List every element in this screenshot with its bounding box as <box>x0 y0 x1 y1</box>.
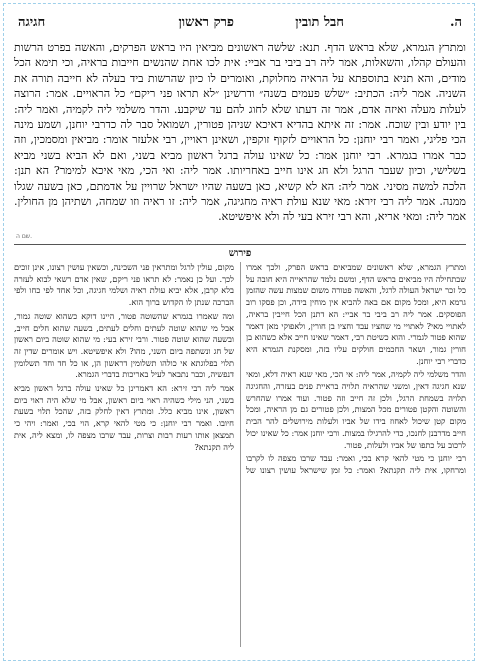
commentary-columns <box>14 262 466 647</box>
commentary-paragraph: ומתרץ הגמרא, שלא ראשונים שמביאים בראש הפרק, ולכך אמרו שבתחילה היו מביאים בראש הדף, ומשם נלמד שהראייה היא חובה על כל זכר ישראל העולה לרגל, והאשה פטורה משום שמצות עשה שהזמן גרמא היא, ומכל מקום אם באה להביא אין מוחין בידה, וכן פסקו רוב הפוסקים. אמר ליה רב ביבי בר אביי: הא דתנן הכל חייבין בראיה, לאתויי מאי? לאתויי מי שחציו עבד וחציו בן חורין, ולאפוקי מאן דאמר שהוא פטור לגמרי. והוא כשיטת רבי, דאמר שאינו חייב אלא כשהוא בן חורין גמור, ושאר החכמים חולקים עליו בזה, ומסקנת הגמרא היא כדברי רבי יוחנן. <box>246 262 466 366</box>
divider <box>14 244 466 245</box>
chapter-name: פרק ראשון <box>178 15 234 30</box>
commentary-title: פירוש <box>228 248 252 259</box>
commentary-paragraph: והדר משלמי ליה לקמיה, אמר ליה: אי הכי, מאי שנא ראיה דלא, ומאי שנא חגיגה דאין, ומשני שהראיה תלויה בראיית פנים בעזרה, והחגיגה תלויה בשמחת הרגל, ולכן זה חייב וזה פטור. ועוד אמרו שהחרש והשוטה והקטן פטורים מכל המצות, ולכן פטורים גם מן הראיה, ומכל מקום קטן שיכול לאחוז בידו של אביו ולעלות מירושלים להר הבית חייב מדרבנן לחנכו, כדי להרגילו במצות. ורבי יוחנן אמר: כל שאינו יכול לרכוב על כתפו של אביו ולעלות, פטור. <box>246 369 466 450</box>
footnote-marker: שם ה. <box>16 233 32 240</box>
mishnah-name: חגיגה <box>18 15 46 30</box>
tractate-name: חבל תובין <box>295 15 344 30</box>
commentary-paragraph: אמר ליה רבי זירא: הא דאמרינן כל שאינו עולה ברגל ראשון מביא בשני, הני מילי כשהיה ראוי ביום ראשון, אבל מי שלא היה ראוי ביום ראשון, אינו מביא כלל. ומתרץ דאין לחלק בזה, שהכל תלוי בשעת חיובו. ואמר רבי יוחנן: כי מטי להאי קרא, הוי בכי, ואמר: ויהי כי תמצאן אותו רעות רבות וצרות, עבד שרבו מצפה לו, ומצא ליה, אית ליה תקנתא? <box>14 383 234 452</box>
page-header <box>18 14 462 36</box>
commentary-paragraph: רבי יוחנן כי מטי להאי קרא בכי, ואמר: עבד שרבו מצפה לו לקרבו ומרחקו, אית ליה תקנתא? ואמר: כל זמן שישראל עושין רצונו של מקום, עולין לרגל ומתראין פני השכינה, וכשאין עושין רצונו, אינן זוכים לכך. ועל כן נאמר: לא תראו פני ריקם, שאין אדם רשאי לבוא לעזרה בלא קרבן, אלא יביא עולת ראיה ושלמי חגיגה, וכל אחד לפי כחו ולפי הברכה שנתן לו הקדוש ברוך הוא. <box>14 262 466 475</box>
commentary-paragraph: ומה שאמרו בגמרא שהשוטה פטור, היינו דוקא כשהוא שוטה גמור, אבל מי שהוא שוטה לעתים וחלים לעתים, בשעה שהוא חלים חייב, ובשעה שהוא שוטה פטור. ורבי זירא בעי: מי שהוא שוטה ביום ראשון של חג ונשתפה ביום השני, מהו? ולא איפשיטא. ויש אומרים שדין זה תלוי בפלוגתא אי כולהו תשלומין דראשון הן, או כל חד וחד תשלומין דנפשיה, וכבר נתבאר לעיל באריכות בדברי הגמרא. <box>14 310 234 380</box>
main-text: ומתרץ הגמרא, שלא בראש הדף. תנא: שלשה ראשונים מביאין היו בראש הפרקים, והאשה בפרט הרשות והעולם קהלו, והשאלות, אמר ליה רב ביבי בר אביי: אית לכו אחת שהנשים חייבות בראיה, וכי תימא הכל מודים, והא תניא בתוספתא על הראיה מחלוקת, ואומרים לו כיון שהרשות ביד בעלה לא חייבה תורה את השניה. אמר ליה: הכתיב: ״שלש פעמים בשנה״ ודרשינן ״לא תראו פני ריקם״ כל הראויים. אמר: הרוצה לעלות מעלה ואיזה אדם, אמר זה דעתו שלא לחוג להם עד שיקבע. והדר משלמי ליה לקמיה, ואמר ליה: בין יודע ובין שוכח. אמר: זה איתא בהדיא דאיכא שניהן פטורין, ושמואל סבר לה כדרבי יוחנן, ושמע מינה הכי פליגי, ואמר רבי יוחנן: כל הראויים לזקוף זוקפין, ושאינן ראויין, רבי אלעזר אומר: מביאין ומסמכין, וזה כבר אמרו בגמרא. רבי יוחנן אמר: כל שאינו עולה ברגל ראשון מביא בשני, ואם לא הביא בשני מביא בשלישי, וכיון שעבר הרגל ולא חג אינו חייב באחריותו. אמר ליה: ואי הכי, מאי איכא למימר? הא תנן: הלכה למשה מסיני. אמר ליה: הא לא קשיא, כאן בשעה שהיו ישראל שרויין על אדמתם, כאן בשעה שגלו ממנה. אמר ליה רבי זירא: מאי שנא עולת ראיה מחגיגה, אמר ליה: זו ראיה וזו שמחה, ושתיהן מן החולין. אמר ליה: ומאי אריא, והא רבי זירא בעי לה ולא איפשיטא. <box>14 41 466 224</box>
page-number: ה. <box>449 15 462 30</box>
